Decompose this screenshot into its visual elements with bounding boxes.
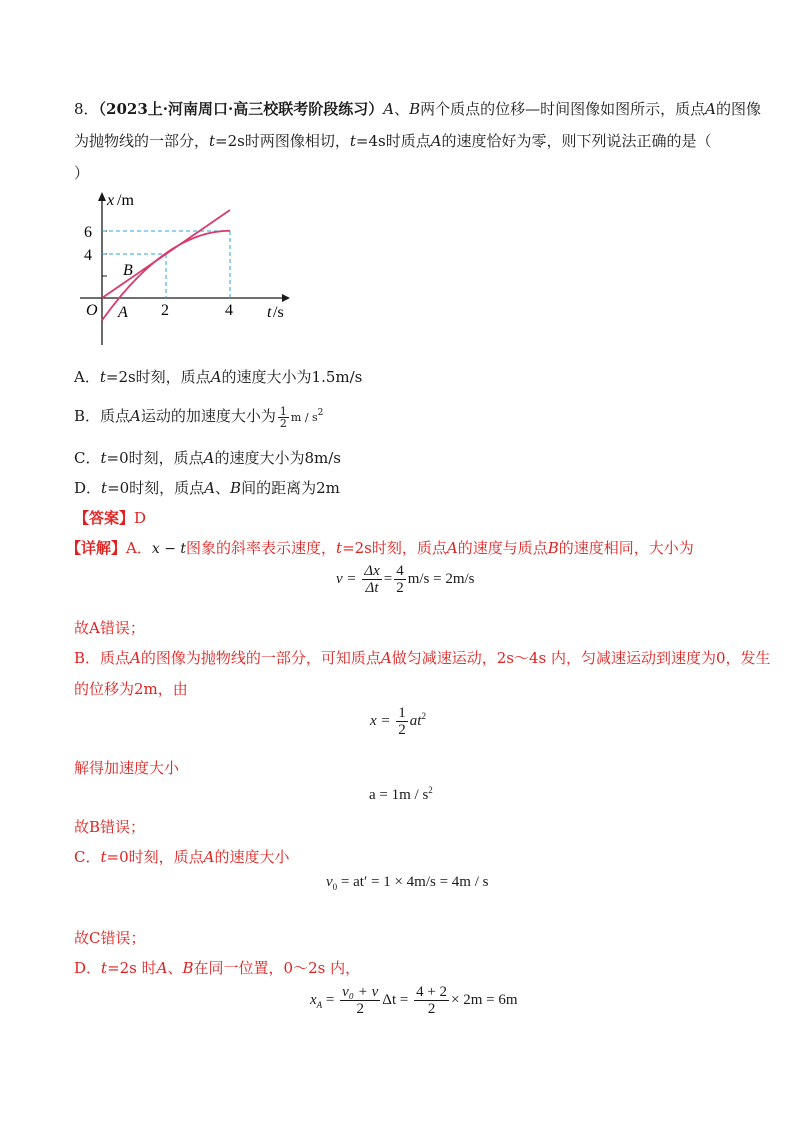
option-text: t [99, 368, 106, 386]
explanation-text: 做匀减速运动，2s～4s 内，匀减速运动到速度为0，发生 [391, 649, 771, 667]
explanation-a-line [66, 538, 694, 559]
x-axis-arrow [98, 192, 106, 201]
formula-part: v = [336, 570, 357, 587]
option-text: B．质点 [74, 407, 131, 425]
fraction-num: 4 [396, 563, 404, 579]
stem-text: A [705, 100, 716, 118]
option-text: A [130, 407, 141, 425]
explanation-text: B [182, 959, 194, 977]
explanation-text: A [446, 539, 458, 557]
t-tick-label-2: 2 [161, 302, 169, 319]
formula-part: m/s = 2m/s [407, 570, 475, 587]
question-source: （2023上·河南周口·高三校联考阶段练习） [98, 100, 384, 118]
stem-text: 为抛物线的一部分， [74, 132, 210, 150]
explanation-text: B．质点 [74, 649, 131, 667]
explanation-text: 、 [167, 959, 183, 977]
explanation-text: 的图像为抛物线的一部分，可知质点 [140, 649, 381, 667]
explanation-c-line [74, 847, 290, 867]
option-c [74, 448, 341, 468]
option-text: 的速度大小为1.5m/s [221, 368, 363, 386]
explanation-text: 故C错误； [74, 929, 146, 947]
answer-label: 【答案】 [74, 509, 135, 527]
answer-value: D [134, 509, 147, 527]
explanation-text: 的速度相同，大小为 [558, 539, 694, 557]
stem-text: 的图像 [716, 100, 762, 118]
stem-text: A [383, 100, 395, 118]
option-text: 运动的加速度大小为 [140, 407, 276, 425]
origin-label: O [86, 302, 98, 319]
stem-text: =4s时质点 [355, 132, 431, 150]
formula-initial-velocity [326, 874, 488, 892]
option-text: C． [74, 449, 101, 467]
t-tick-label-4: 4 [225, 302, 233, 319]
explanation-text: A [130, 649, 141, 667]
formula-part: x [310, 991, 317, 1008]
explanation-c-conclusion [74, 928, 145, 948]
fraction-num: Δx [364, 563, 380, 579]
explanation-text: A． [126, 539, 152, 557]
explanation-label: 【详解】 [66, 539, 127, 557]
explanation-text: B [547, 539, 559, 557]
stem-text: 、 [394, 100, 410, 118]
question-line-2 [74, 131, 712, 151]
formula-velocity [336, 563, 475, 596]
stem-text: B [409, 100, 421, 118]
line-b-label: B [123, 262, 133, 279]
stem-text: t [349, 132, 356, 150]
position-time-graph [70, 185, 300, 355]
option-text: =0时刻，质点 [107, 479, 205, 497]
formula-part: = at′ = 1 × 4m/s = 4m / s [340, 874, 489, 890]
answer-line [74, 508, 146, 528]
fraction [340, 984, 380, 1017]
explanation-text: 在同一位置，0～2s 内， [193, 959, 361, 977]
explanation-b-line-1 [74, 648, 771, 668]
stem-text: t [209, 132, 216, 150]
explanation-d-line [74, 958, 360, 978]
formula-part: at [409, 712, 422, 729]
explanation-text: A [156, 959, 168, 977]
exponent: 2 [421, 710, 426, 721]
explanation-text: t [336, 539, 343, 557]
fraction [394, 563, 406, 596]
fraction-num: v₀ + v [342, 984, 379, 1000]
formula-displacement [370, 705, 426, 738]
explanation-text: 故B错误； [74, 818, 146, 836]
fraction [362, 563, 381, 596]
stem-text: =2s时两图像相切， [215, 132, 350, 150]
option-d [74, 478, 340, 498]
formula-part: x = [370, 712, 391, 729]
fraction-num: 1 [279, 404, 287, 418]
y-tick-label-6: 6 [84, 224, 92, 241]
subscript: A [316, 999, 323, 1010]
curve-a-label: A [118, 304, 128, 321]
fraction [396, 705, 408, 738]
formula-part: × 2m = 6m [451, 991, 518, 1008]
option-text: =2s时刻，质点 [105, 368, 211, 386]
explanation-text: 的速度与质点 [457, 539, 548, 557]
explanation-text: 的位移为2m，由 [74, 680, 188, 698]
option-text: 间的距离为2m [241, 479, 340, 497]
fraction [414, 984, 449, 1017]
x-axis-unit: /m [117, 192, 134, 209]
fraction-num: 1 [398, 705, 406, 721]
explanation-text: 的速度大小 [214, 848, 290, 866]
explanation-text: t [100, 848, 107, 866]
explanation-text: C． [74, 848, 101, 866]
option-text: m / s [290, 411, 318, 424]
question-line-3 [74, 163, 89, 183]
formula-part: v [326, 874, 333, 890]
explanation-text: 解得加速度大小 [74, 759, 180, 777]
x-axis-label: x [107, 192, 115, 209]
fraction-den: 2 [356, 1001, 364, 1017]
option-text: t [100, 449, 107, 467]
explanation-text: A [203, 848, 215, 866]
exponent: 2 [428, 785, 433, 795]
formula-part: = [383, 570, 393, 587]
explanation-text: t [101, 959, 108, 977]
explanation-text: 故A错误； [74, 619, 145, 637]
option-text: D． [74, 479, 102, 497]
explanation-math: x − t [151, 541, 187, 557]
option-b [74, 403, 323, 429]
formula-part: Δt = [382, 991, 409, 1008]
exponent: 2 [317, 408, 324, 418]
option-text: A [203, 449, 215, 467]
explanation-b-line-3 [74, 758, 179, 778]
option-text: A [204, 479, 216, 497]
option-text: =0时刻，质点 [106, 449, 204, 467]
option-text: 、 [215, 479, 231, 497]
t-axis-unit: /s [273, 304, 284, 321]
explanation-a-conclusion [74, 618, 145, 638]
stem-text: A [430, 132, 442, 150]
explanation-b-conclusion [74, 817, 145, 837]
option-a [74, 367, 362, 387]
fraction [278, 406, 289, 429]
fraction-den: 2 [279, 416, 287, 430]
fraction-den: 2 [427, 1001, 436, 1017]
formula-part: = [325, 991, 335, 1008]
formula-part: a = 1m / s [369, 787, 429, 803]
explanation-text: =0时刻，质点 [106, 848, 204, 866]
t-axis-label: t [267, 304, 272, 321]
option-text: B [230, 479, 242, 497]
explanation-text: 图象的斜率表示速度， [186, 539, 337, 557]
formula-position-a [310, 984, 518, 1017]
question-number: 8． [74, 100, 99, 118]
option-text: t [101, 479, 108, 497]
option-text: A． [74, 368, 100, 386]
option-text: 的速度大小为8m/s [214, 449, 342, 467]
formula-acceleration [369, 785, 433, 804]
fraction-num: 4 + 2 [416, 984, 448, 1000]
y-tick-label-4: 4 [84, 247, 92, 264]
explanation-text: =2s时刻，质点 [342, 539, 447, 557]
stem-text: ） [74, 164, 90, 182]
explanation-text: =2s 时 [107, 959, 157, 977]
explanation-b-line-2 [74, 679, 188, 699]
fraction-den: 2 [398, 722, 406, 738]
explanation-text: D． [74, 959, 102, 977]
option-text: A [210, 368, 222, 386]
question-line-1 [74, 99, 761, 119]
explanation-text: A [380, 649, 392, 667]
fraction-den: 2 [396, 580, 404, 596]
fraction-den: Δt [365, 580, 379, 596]
stem-text: 两个质点的位移—时间图像如图所示，质点 [420, 100, 706, 118]
t-axis-arrow [282, 294, 290, 302]
stem-text: 的速度恰好为零，则下列说法正确的是（ [441, 132, 712, 150]
subscript: 0 [332, 882, 338, 892]
